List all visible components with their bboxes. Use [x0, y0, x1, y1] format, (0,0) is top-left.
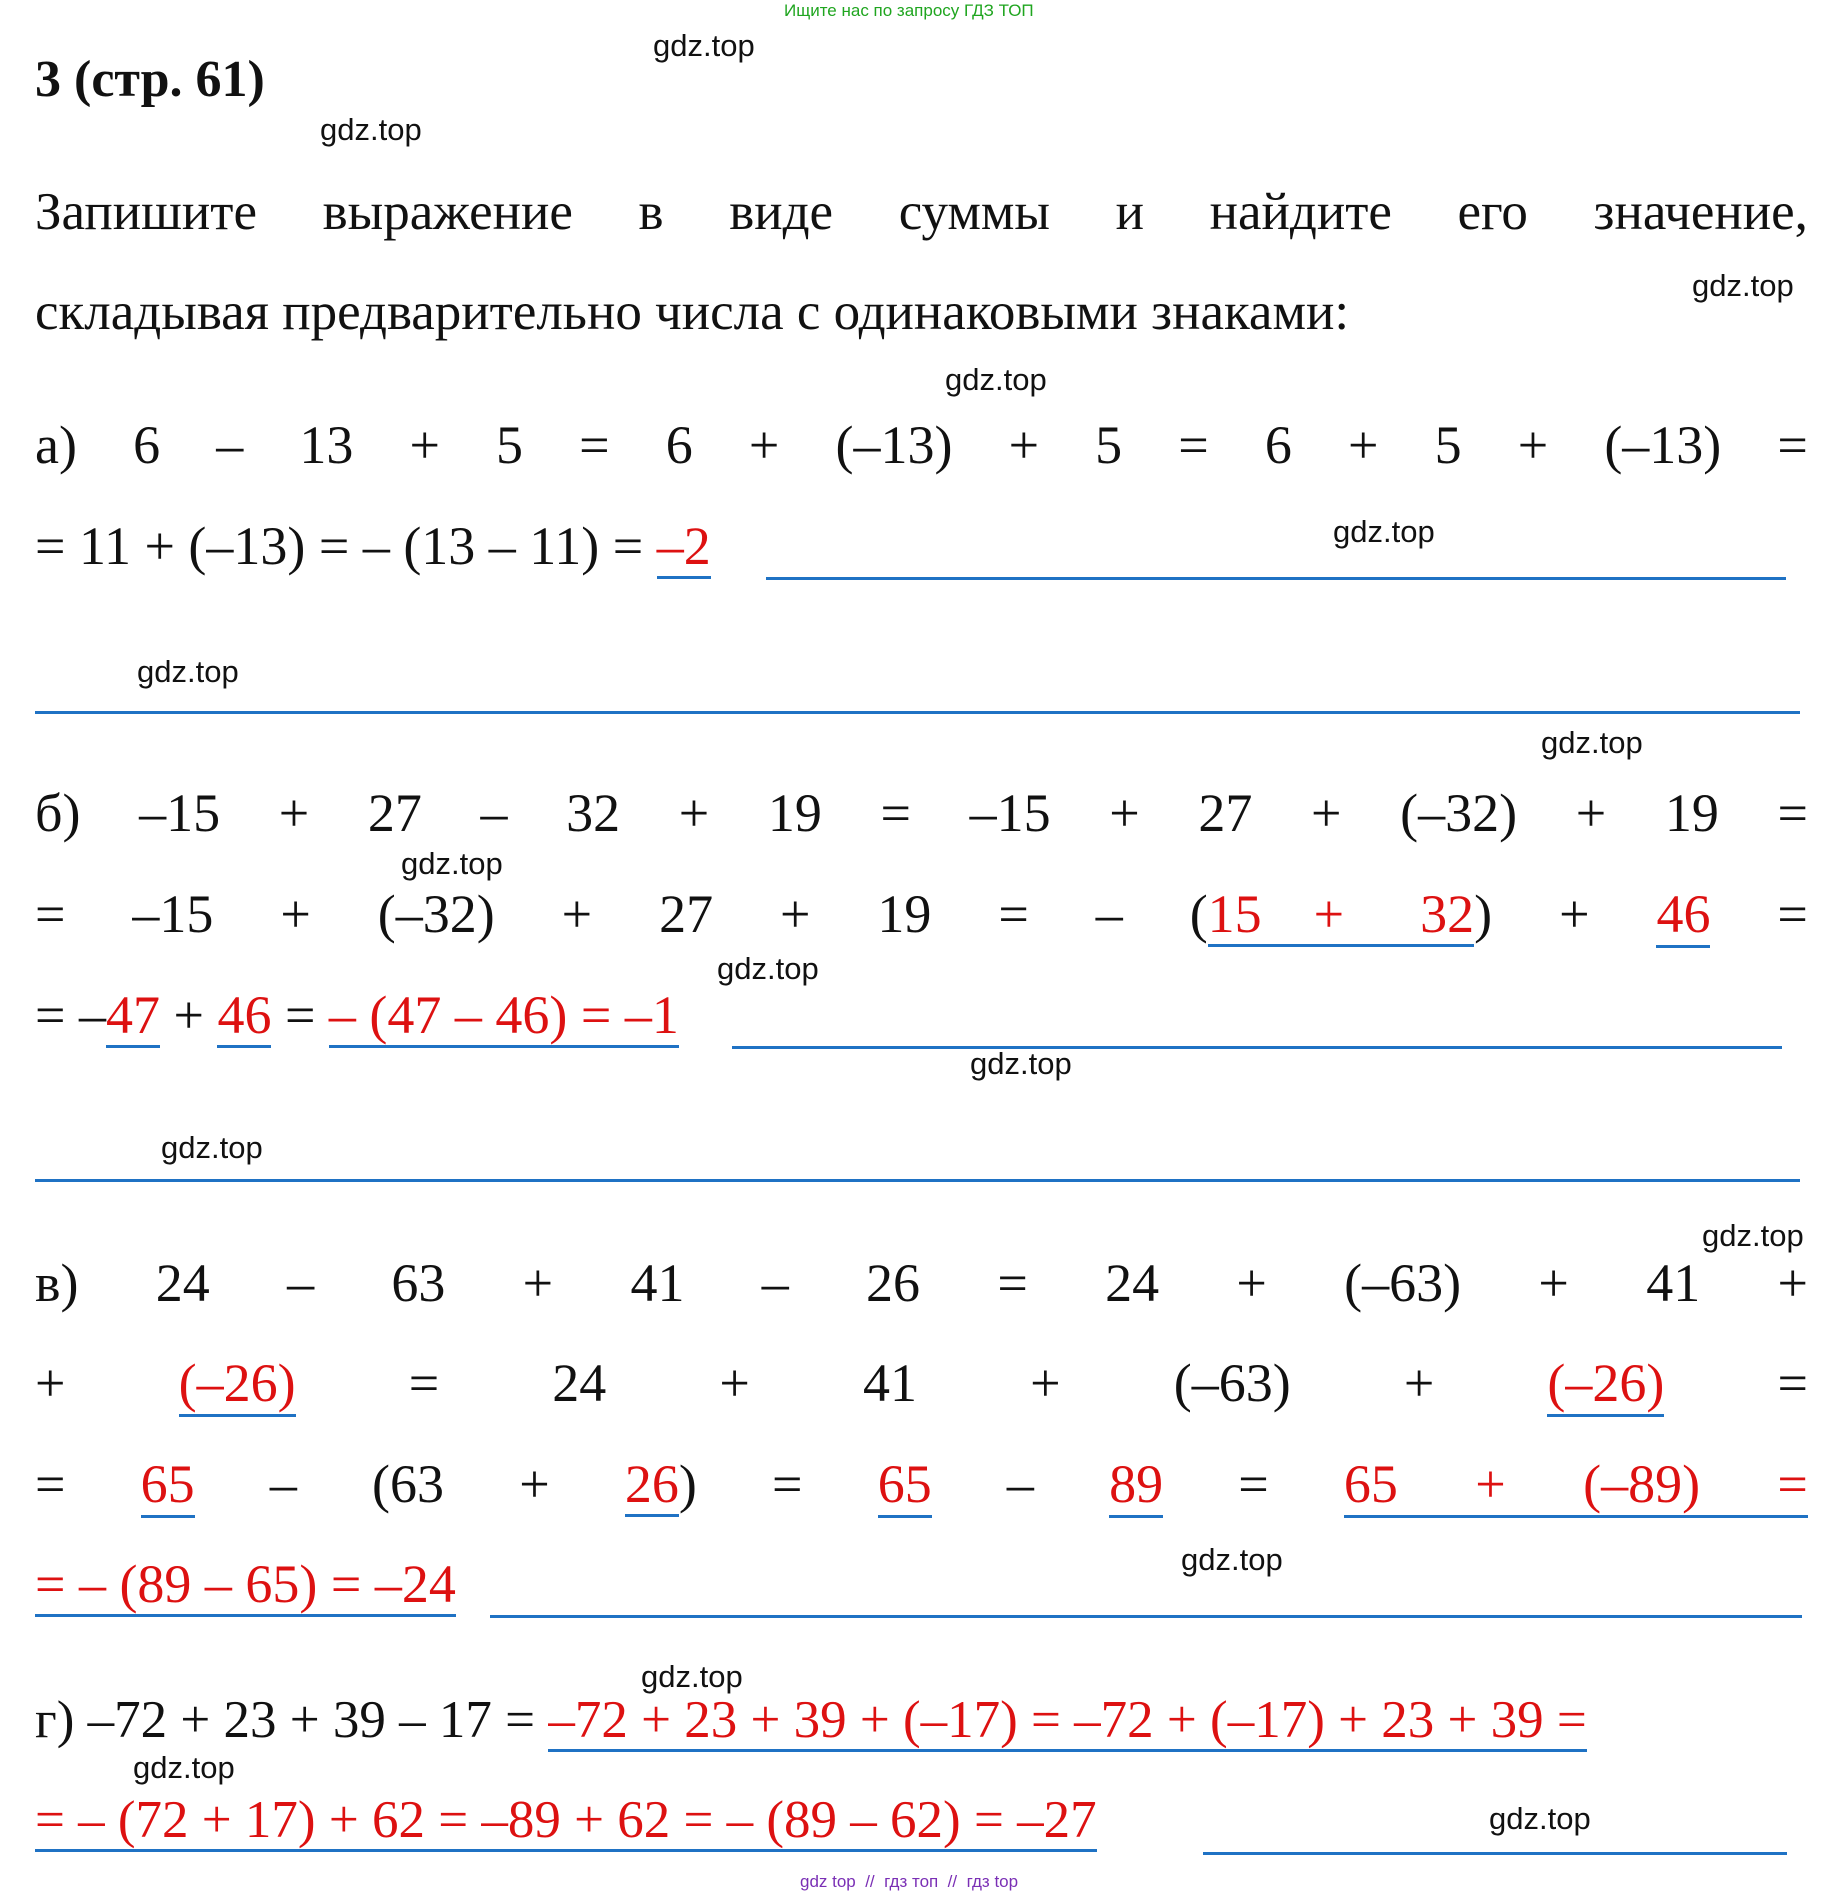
math-token: = [772, 1454, 803, 1514]
math-token: = [997, 1253, 1028, 1313]
math-token: – [216, 415, 244, 475]
math-token: + [519, 1454, 550, 1514]
part-b-line-3 [35, 984, 679, 1046]
part-b-line-2 [35, 883, 1808, 948]
math-token: – [269, 1454, 297, 1514]
task-word: его [1457, 183, 1528, 241]
math-token: 27 [1198, 783, 1253, 843]
math-token: (–63) [1173, 1353, 1291, 1413]
answer-line [1203, 1852, 1787, 1855]
part-v-line-2 [35, 1352, 1808, 1417]
part-v-line-4 [35, 1553, 456, 1615]
math-token: 5 [496, 415, 524, 475]
watermark: gdz.top [320, 112, 422, 147]
part-g-line-1 [35, 1690, 1587, 1750]
page-title: 3 (стр. 61) [35, 51, 265, 108]
answer-line [35, 711, 1800, 714]
math-token: + [678, 783, 710, 843]
math-token: (63 [372, 1454, 445, 1514]
watermark: gdz.top [1181, 1542, 1283, 1577]
part-v-line-1 [35, 1252, 1808, 1314]
part-b-sum: 46 [1656, 883, 1710, 948]
math-token: = [408, 1353, 440, 1413]
math-token: –15 [139, 783, 221, 843]
math-token: (–32) [1400, 783, 1518, 843]
math-token: = [1777, 415, 1808, 475]
part-v-label: в) [35, 1253, 79, 1313]
math-token: 24 [155, 1253, 210, 1313]
math-token: + [1559, 884, 1590, 944]
task-word: и [1115, 183, 1144, 241]
answer-line [490, 1615, 1802, 1618]
task-word: выражение [322, 183, 573, 241]
footer-note: gdz top // гдз топ // гдз top [800, 1872, 1019, 1891]
watermark: gdz.top [1702, 1218, 1804, 1253]
math-token: + [719, 1353, 750, 1413]
answer-line [732, 1046, 1782, 1049]
math-token: 26 [866, 1253, 921, 1313]
part-b-result: – (47 – 46) = –1 [329, 985, 679, 1048]
part-v-red-89: 89 [1109, 1453, 1163, 1518]
math-token: (–13) [835, 415, 953, 475]
math-token: + [1538, 1253, 1569, 1313]
part-a-work: = 11 + (–13) = – (13 – 11) = [35, 516, 657, 576]
math-token: + [780, 884, 811, 944]
math-token: + [561, 884, 593, 944]
math-token: –15 [969, 783, 1051, 843]
math-token: = [880, 783, 911, 843]
math-token: (–13) [1604, 415, 1722, 475]
math-token: + [1008, 415, 1040, 475]
math-token: + [1403, 1353, 1435, 1413]
math-token: = [1178, 415, 1209, 475]
math-token: = – [35, 985, 106, 1045]
math-token: = [1777, 884, 1808, 944]
task-word: найдите [1209, 183, 1392, 241]
math-token: + [280, 884, 311, 944]
math-token: + [522, 1253, 554, 1313]
math-token: = [998, 884, 1029, 944]
part-g-red-line-1: –72 + 23 + 39 + (–17) = –72 + (–17) + 23 + 39 = [548, 1691, 1586, 1752]
math-token: + [1236, 1253, 1267, 1313]
math-token: + [1575, 783, 1607, 843]
part-v-red-tail: 65 + (–89) = [1344, 1453, 1808, 1518]
math-token: 32 [566, 783, 621, 843]
watermark: gdz.top [161, 1130, 263, 1165]
task-word: в [638, 183, 664, 241]
watermark: gdz.top [945, 362, 1047, 397]
math-token: 41 [630, 1253, 685, 1313]
math-token: – [480, 783, 508, 843]
math-token: + [35, 1353, 66, 1413]
math-token: + [159, 985, 218, 1045]
math-token: – [1006, 1454, 1034, 1514]
watermark: gdz.top [717, 951, 819, 986]
watermark: gdz.top [970, 1046, 1072, 1081]
part-g-line-2 [35, 1790, 1097, 1850]
math-token: 27 [659, 884, 714, 944]
math-token: – [1095, 884, 1123, 944]
math-token: + [748, 415, 780, 475]
task-line-1 [35, 182, 1808, 242]
part-a-line-1 [35, 414, 1808, 476]
task-word: значение, [1593, 183, 1808, 241]
math-token: + [1348, 415, 1379, 475]
math-token: + [1109, 783, 1140, 843]
math-token: 5 [1095, 415, 1123, 475]
part-b-red-sum: 15 + 32 [1208, 884, 1474, 947]
part-b-red-46: 46 [217, 985, 271, 1048]
math-token: 6 [1264, 415, 1292, 475]
part-v-result: = – (89 – 65) = –24 [35, 1554, 456, 1617]
part-v-line-3 [35, 1453, 1808, 1518]
part-a-label: а) [35, 415, 77, 475]
math-token: = [271, 985, 329, 1045]
math-token: –15 [132, 884, 214, 944]
watermark: gdz.top [133, 1750, 235, 1785]
math-token: = [35, 884, 66, 944]
part-v-red-neg26: (–26) [179, 1352, 296, 1417]
watermark: gdz.top [1489, 1801, 1591, 1836]
answer-line [766, 577, 1786, 580]
math-token: 13 [299, 415, 354, 475]
part-b-red-47: 47 [106, 985, 160, 1048]
math-token: = [35, 1454, 66, 1514]
math-token: 6 [133, 415, 161, 475]
math-token: (–32) [377, 884, 495, 944]
math-token: = [1777, 783, 1808, 843]
math-token: 41 [1646, 1253, 1701, 1313]
math-token: = [1777, 1353, 1808, 1413]
math-token: 41 [863, 1353, 917, 1413]
watermark: gdz.top [137, 654, 239, 689]
watermark: gdz.top [641, 1659, 743, 1694]
part-v-red-65b: 65 [878, 1453, 932, 1518]
watermark: gdz.top [653, 28, 755, 63]
math-token: + [1030, 1353, 1061, 1413]
math-token: 19 [767, 783, 822, 843]
math-token: 27 [367, 783, 422, 843]
answer-line [35, 1179, 1800, 1182]
task-word: виде [729, 183, 834, 241]
math-token: + [409, 415, 440, 475]
math-token: = [1238, 1454, 1269, 1514]
part-g-expression: г) –72 + 23 + 39 – 17 = [35, 1691, 549, 1749]
math-token: – [287, 1253, 315, 1313]
part-a-line-2 [35, 515, 711, 577]
math-token: + [278, 783, 310, 843]
watermark: gdz.top [1692, 268, 1794, 303]
math-token: – [761, 1253, 789, 1313]
part-b-line-1 [35, 782, 1808, 844]
math-token: + [1311, 783, 1342, 843]
watermark: gdz.top [1333, 514, 1435, 549]
part-b-label: б) [35, 783, 81, 843]
part-v-red-65: 65 [141, 1453, 195, 1518]
task-word: суммы [898, 183, 1051, 241]
header-note: Ищите нас по запросу ГДЗ ТОП [784, 1, 1034, 20]
math-token: 19 [1664, 783, 1719, 843]
part-a-answer: –2 [657, 516, 711, 579]
math-token: 5 [1434, 415, 1462, 475]
math-token: + [1777, 1253, 1808, 1313]
math-token: 24 [1105, 1253, 1160, 1313]
part-v-group: 26) [625, 1453, 697, 1518]
watermark: gdz.top [1541, 725, 1643, 760]
math-token: + [1517, 415, 1549, 475]
math-token: 63 [391, 1253, 446, 1313]
part-g-result: = – (72 + 17) + 62 = –89 + 62 = – (89 – 62) = –27 [35, 1791, 1097, 1852]
math-token: (–63) [1344, 1253, 1462, 1313]
task-word: Запишите [35, 183, 257, 241]
watermark: gdz.top [401, 846, 503, 881]
math-token: 6 [665, 415, 693, 475]
part-b-group: (15 + 32) [1190, 883, 1492, 948]
math-token: 24 [552, 1353, 607, 1413]
math-token: = [579, 415, 610, 475]
task-line-2: складывая предварительно числа с одинаковыми знаками: [35, 283, 1350, 341]
part-v-red-26: 26 [625, 1454, 679, 1517]
math-token: 19 [877, 884, 932, 944]
part-v-red-neg26b: (–26) [1547, 1352, 1664, 1417]
